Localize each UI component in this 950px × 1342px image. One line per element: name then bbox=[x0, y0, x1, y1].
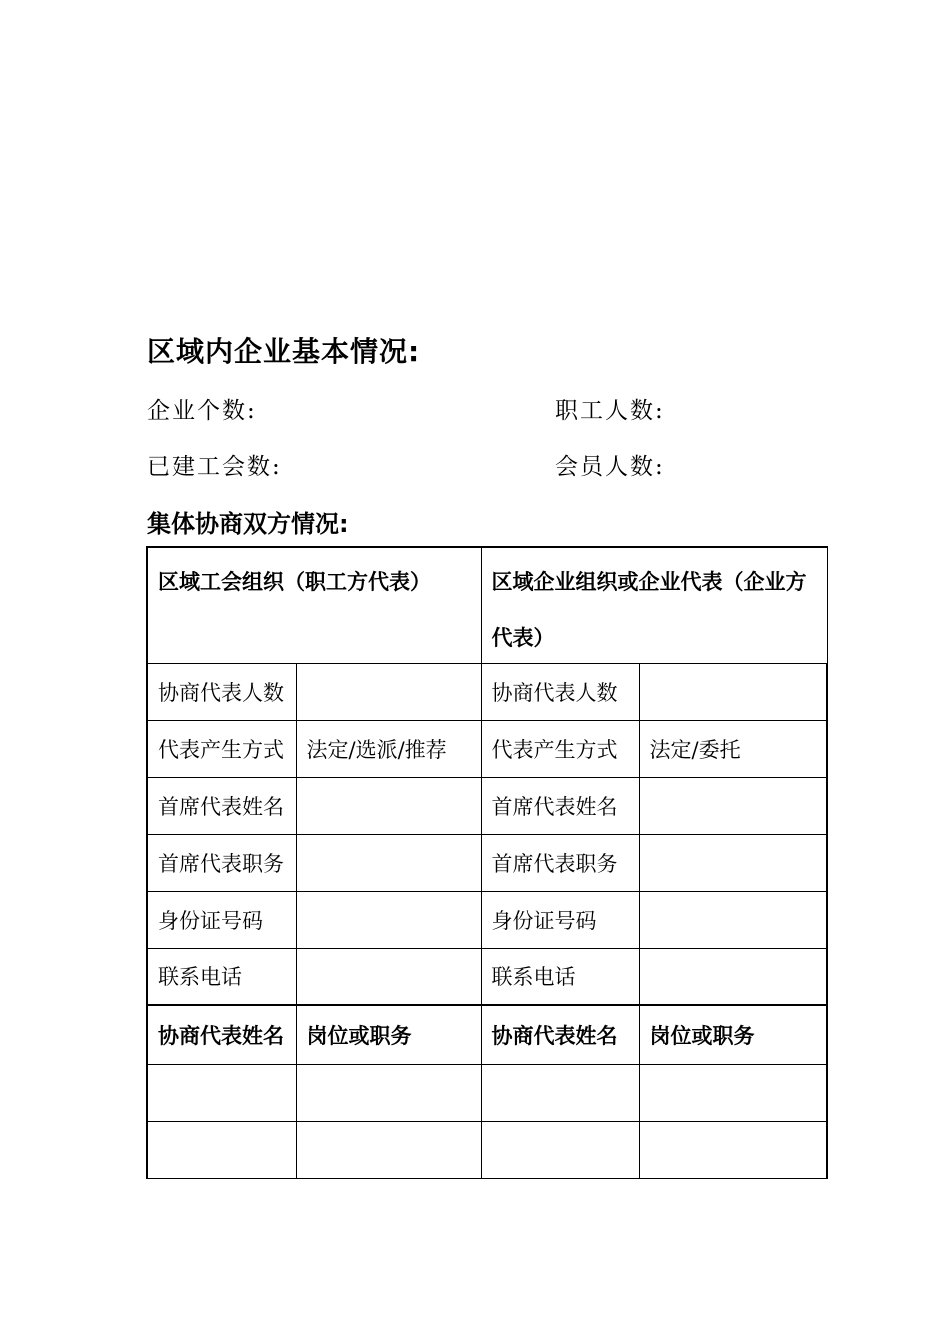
enterprise-count-label: 企业个数: bbox=[147, 398, 257, 424]
table-row bbox=[147, 777, 827, 834]
table-row bbox=[147, 834, 827, 891]
row-value-left bbox=[296, 834, 481, 891]
empty-cell[interactable] bbox=[639, 1064, 827, 1121]
empty-cell[interactable] bbox=[296, 1064, 481, 1121]
col-header-position-right: 岗位或职务 bbox=[639, 1005, 827, 1064]
row-label-right: 代表产生方式 bbox=[481, 720, 639, 777]
row-label-left: 首席代表职务 bbox=[147, 834, 296, 891]
row-label-right: 协商代表人数 bbox=[481, 663, 639, 720]
section-title-enterprise-info: 区域内企业基本情况: bbox=[147, 335, 421, 368]
row-label-left: 协商代表人数 bbox=[147, 663, 296, 720]
row-label-right: 首席代表职务 bbox=[481, 834, 639, 891]
table-row bbox=[147, 720, 827, 777]
row-label-right: 联系电话 bbox=[481, 948, 639, 1005]
table-row bbox=[147, 948, 827, 1005]
header-enterprise-line2: 代表） bbox=[491, 626, 555, 650]
row-value-right bbox=[639, 834, 827, 891]
row-value-right bbox=[639, 663, 827, 720]
table-row bbox=[147, 1121, 827, 1178]
row-value-left bbox=[296, 777, 481, 834]
row-value-right bbox=[639, 948, 827, 1005]
row-label-right: 身份证号码 bbox=[481, 891, 639, 948]
empty-cell[interactable] bbox=[147, 1121, 296, 1178]
col-header-position-left: 岗位或职务 bbox=[296, 1005, 481, 1064]
table-row bbox=[147, 1064, 827, 1121]
table-row bbox=[147, 891, 827, 948]
negotiation-table bbox=[146, 546, 828, 1179]
row-label-left: 身份证号码 bbox=[147, 891, 296, 948]
row-value-left bbox=[296, 891, 481, 948]
row-value-left bbox=[296, 663, 481, 720]
row-value-right bbox=[639, 777, 827, 834]
representatives-header-row bbox=[147, 1005, 827, 1064]
table-row bbox=[147, 663, 827, 720]
empty-cell[interactable] bbox=[481, 1121, 639, 1178]
header-union-side bbox=[147, 547, 481, 663]
union-count-label: 已建工会数: bbox=[147, 454, 282, 480]
row-value-right bbox=[639, 891, 827, 948]
col-header-rep-name-right: 协商代表姓名 bbox=[481, 1005, 639, 1064]
row-label-left: 代表产生方式 bbox=[147, 720, 296, 777]
employee-count-label: 职工人数: bbox=[555, 398, 665, 424]
header-enterprise-line1: 区域企业组织或企业代表（企业方 bbox=[491, 570, 807, 594]
row-label-right: 首席代表姓名 bbox=[481, 777, 639, 834]
row-value-left: 法定/选派/推荐 bbox=[296, 720, 481, 777]
empty-cell[interactable] bbox=[639, 1121, 827, 1178]
empty-cell[interactable] bbox=[481, 1064, 639, 1121]
row-value-right: 法定/委托 bbox=[639, 720, 827, 777]
section-title-negotiation-parties: 集体协商双方情况: bbox=[147, 510, 349, 538]
row-value-left bbox=[296, 948, 481, 1005]
row-label-left: 首席代表姓名 bbox=[147, 777, 296, 834]
header-union-side-text: 区域工会组织（职工方代表） bbox=[158, 570, 431, 594]
empty-cell[interactable] bbox=[296, 1121, 481, 1178]
col-header-rep-name-left: 协商代表姓名 bbox=[147, 1005, 296, 1064]
header-enterprise-side bbox=[481, 547, 827, 663]
row-label-left: 联系电话 bbox=[147, 948, 296, 1005]
empty-cell[interactable] bbox=[147, 1064, 296, 1121]
member-count-label: 会员人数: bbox=[555, 454, 665, 480]
